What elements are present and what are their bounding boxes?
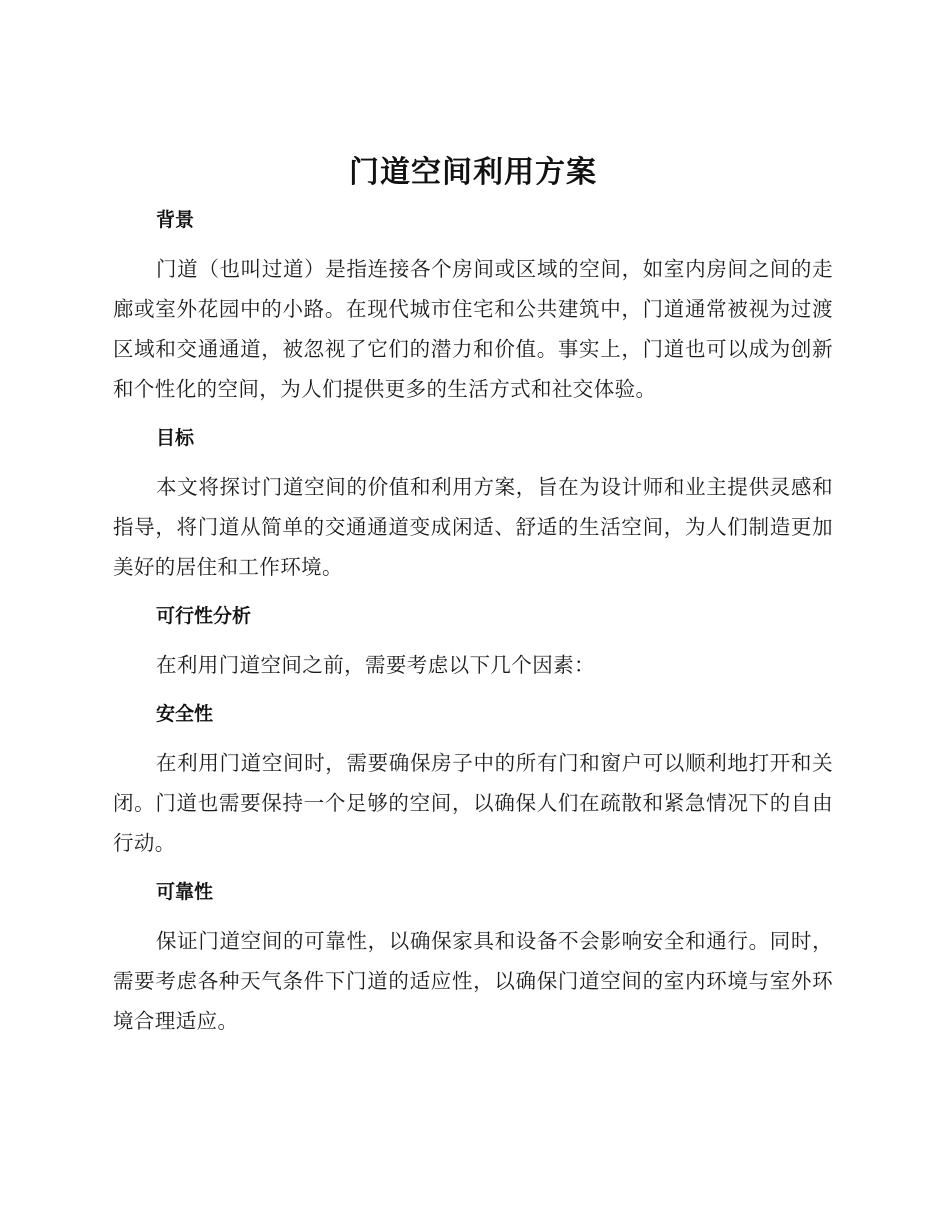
document-page: [113, 150, 833, 1041]
section-reliability: [113, 877, 833, 1041]
section-heading-reliability: 可靠性: [156, 881, 214, 903]
section-heading-background: 背景: [156, 209, 195, 231]
section-paragraph-reliability: 保证门道空间的可靠性，以确保家具和设备不会影响安全和通行。同时，需要考虑各种天气条件下门道的适应性，以确保门道空间的室内环境与室外环境合理适应。: [113, 929, 833, 1033]
section-paragraph-goal: 本文将探讨门道空间的价值和利用方案，旨在为设计师和业主提供灵感和指导，将门道从简单的交通通道变成闲适、舒适的生活空间，为人们制造更加美好的居住和工作环境。: [113, 475, 833, 579]
document-title: 门道空间利用方案: [349, 155, 597, 190]
section-safety: [113, 699, 833, 877]
section-feasibility: [113, 601, 833, 699]
section-background: [113, 205, 833, 423]
section-paragraph-safety: 在利用门道空间时，需要确保房子中的所有门和窗户可以顺利地打开和关闭。门道也需要保持一个足够的空间，以确保人们在疏散和紧急情况下的自由行动。: [113, 751, 833, 855]
section-heading-feasibility: 可行性分析: [156, 605, 252, 627]
section-goal: [113, 423, 833, 601]
section-heading-safety: 安全性: [156, 703, 214, 725]
section-paragraph-feasibility: 在利用门道空间之前，需要考虑以下几个因素：: [156, 653, 595, 677]
section-paragraph-background: 门道（也叫过道）是指连接各个房间或区域的空间，如室内房间之间的走廊或室外花园中的小路。在现代城市住宅和公共建筑中，门道通常被视为过渡区域和交通通道，被忽视了它们的潜力和价值。事实上，门道也可以成为创新和个性化的空间，为人们提供更多的生活方式和社交体验。: [113, 257, 833, 401]
section-heading-goal: 目标: [156, 427, 195, 449]
